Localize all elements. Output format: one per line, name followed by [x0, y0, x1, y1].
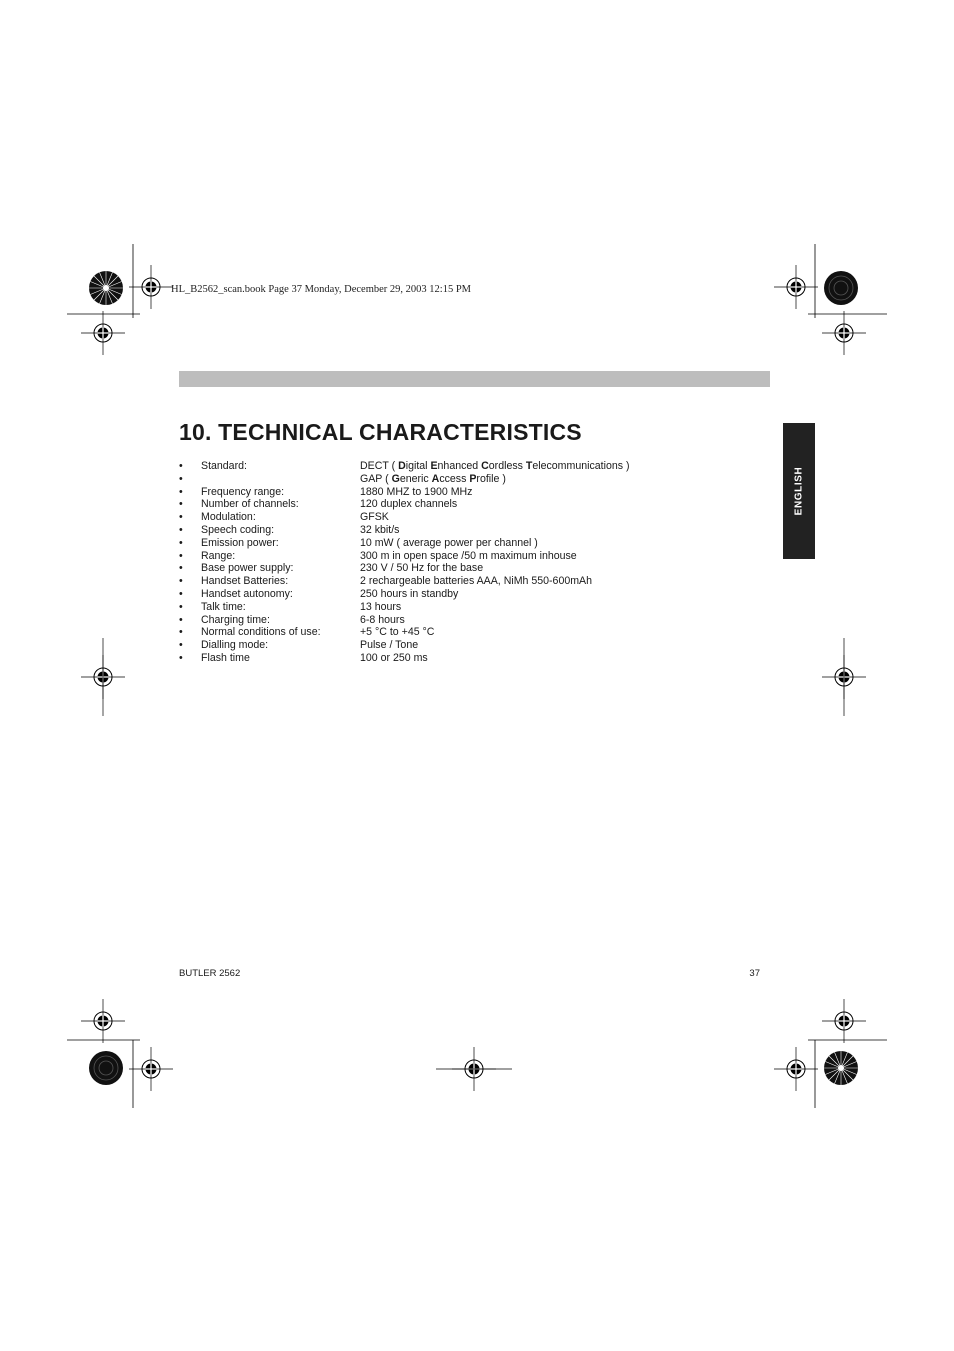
spec-value: 100 or 250 ms — [360, 651, 428, 664]
bullet: • — [179, 536, 183, 549]
spec-label: Handset autonomy: — [201, 587, 293, 600]
spec-label: Emission power: — [201, 536, 279, 549]
bullet: • — [179, 575, 183, 588]
spec-label: Speech coding: — [201, 523, 275, 536]
bullet: • — [179, 613, 183, 626]
spec-label: Range: — [201, 549, 236, 562]
value-text: DECT ( — [360, 460, 399, 472]
value-text: igital — [405, 460, 431, 472]
page-title: 10. TECHNICAL CHARACTERISTICS — [179, 419, 582, 445]
spec-label: Modulation: — [201, 511, 256, 524]
bullet: • — [179, 587, 183, 600]
bullet: • — [179, 460, 183, 472]
bullet: • — [179, 472, 183, 485]
spec-label: Frequency range: — [201, 485, 285, 498]
spec-value: 2 rechargeable batteries AAA, NiMh 550-600mAh — [360, 575, 593, 588]
bullet: • — [179, 523, 183, 536]
footer-model: BUTLER 2562 — [179, 968, 241, 979]
spec-label: Talk time: — [201, 600, 246, 613]
value-text: ordless — [488, 460, 526, 472]
bullet: • — [179, 549, 183, 562]
spec-value: 32 kbit/s — [360, 523, 400, 536]
spec-label: Dialling mode: — [201, 639, 269, 652]
bullet: • — [179, 511, 183, 524]
acronym-letter: D — [398, 460, 406, 472]
value-text: ccess — [439, 472, 470, 485]
spec-value: 10 mW ( average power per channel ) — [360, 536, 538, 549]
spec-value: 1880 MHZ to 1900 MHz — [360, 485, 473, 498]
acronym-letter: A — [431, 472, 440, 485]
bullet: • — [179, 626, 183, 639]
acronym-letter: G — [391, 472, 400, 485]
page-number: 37 — [749, 968, 760, 979]
spec-label: Standard: — [201, 460, 247, 472]
spec-value: 6-8 hours — [360, 613, 405, 626]
language-tab-label: ENGLISH — [793, 466, 805, 516]
bullet: • — [179, 651, 183, 664]
bullet: • — [179, 498, 183, 511]
bullet: • — [179, 600, 183, 613]
spec-label: Number of channels: — [201, 498, 299, 511]
spec-label: Normal conditions of use: — [201, 626, 321, 639]
bullet: • — [179, 485, 183, 498]
spec-value: Pulse / Tone — [360, 639, 419, 652]
acronym-letter: C — [481, 460, 489, 472]
spec-value: 120 duplex channels — [360, 498, 458, 511]
spec-label: Base power supply: — [201, 562, 294, 575]
value-text: rofile ) — [476, 472, 506, 485]
spec-label: Flash time — [201, 651, 250, 664]
file-info-header: HL_B2562_scan.book Page 37 Monday, December 29, 2003 12:15 PM — [171, 284, 471, 295]
spec-label: Charging time: — [201, 613, 270, 626]
value-text: GAP ( — [360, 472, 392, 485]
spec-value: 250 hours in standby — [360, 587, 459, 600]
value-text: elecommunications ) — [532, 460, 630, 472]
acronym-letter: P — [469, 472, 477, 485]
value-text: nhanced — [437, 460, 482, 472]
bullet: • — [179, 639, 183, 652]
spec-value: 300 m in open space /50 m maximum inhouse — [360, 549, 577, 562]
spec-value: +5 °C to +45 °C — [360, 626, 435, 639]
spec-value: GFSK — [360, 511, 389, 524]
spec-value: 13 hours — [360, 600, 402, 613]
spec-value: 230 V / 50 Hz for the base — [360, 562, 484, 575]
acronym-letter: T — [525, 460, 533, 472]
spec-label: Handset Batteries: — [201, 575, 289, 588]
bullet: • — [179, 562, 183, 575]
value-text: eneric — [399, 472, 432, 485]
acronym-letter: E — [430, 460, 438, 472]
